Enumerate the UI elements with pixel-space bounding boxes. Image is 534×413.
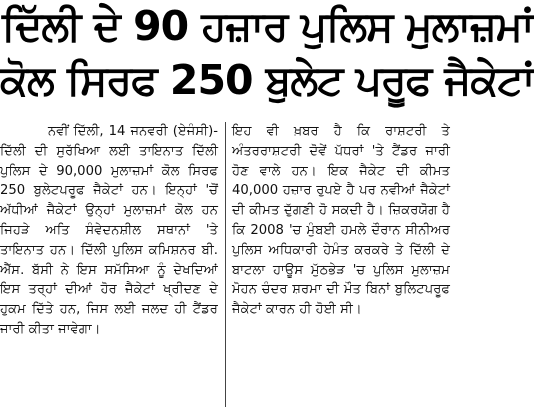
headline-line-1: ਦਿੱਲੀ ਦੇ 90 ਹਜ਼ਾਰ ਪੁਲਿਸ ਮੁਲਾਜ਼ਮਾਂ — [2, 2, 534, 50]
column-divider — [225, 122, 226, 407]
article-paragraph-left: ਨਵੀਂ ਦਿੱਲੀ, 14 ਜਨਵਰੀ (ਏਜੰਸੀ)-ਦਿੱਲੀ ਦੀ ਸੁਰੱਖਿਆ ਲਈ ਤਾਇਨਾਤ ਦਿੱਲੀ ਪੁਲਿਸ ਦੇ 90,000 ਮੁਲਾਜ਼ਮਾਂ ਕੋਲ ਸਿਰਫ 250 ਬੁਲੇਟਪਰੂਫ ਜੈਕੇਟਾਂ ਹਨ। ਇਨ੍ਹਾਂ 'ਚੋਂ ਅੱਧੀਆਂ ਜੈਕੇਟਾਂ ਉਨ੍ਹਾਂ ਮੁਲਾਜ਼ਮਾਂ ਕੋਲ ਹਨ ਜਿਹੜੇ ਅਤਿ ਸੰਵੇਦਨਸ਼ੀਲ ਸਥਾਨਾਂ 'ਤੇ ਤਾਇਨਾਤ ਹਨ। ਦਿੱਲੀ ਪੁਲਿਸ ਕਮਿਸ਼ਨਰ ਬੀ. ਐੱਸ. ਬੱਸੀ ਨੇ ਇਸ ਸਮੱਸਿਆ ਨੂੰ ਦੇਖਦਿਆਂ ਇਸ ਤਰ੍ਹਾਂ ਦੀਆਂ ਹੋਰ ਜੈਕੇਟਾਂ ਖ੍ਰੀਦਣ ਦੇ ਹੁਕਮ ਦਿੱਤੇ ਹਨ, ਜਿਸ ਲਈ ਜਲਦ ਹੀ ਟੈਂਡਰ ਜਾਰੀ ਕੀਤਾ ਜਾਵੇਗਾ। — [0, 124, 218, 337]
article-paragraph-right: ਇਹ ਵੀ ਖ਼ਬਰ ਹੈ ਕਿ ਰਾਸ਼ਟਰੀ ਤੇ ਅੰਤਰਰਾਸ਼ਟਰੀ ਦੋਵੇਂ ਪੱਧਰਾਂ 'ਤੇ ਟੈਂਡਰ ਜਾਰੀ ਹੋਣ ਵਾਲੇ ਹਨ। ਇਕ ਜੈਕੇਟ ਦੀ ਕੀਮਤ 40,000 ਹਜ਼ਾਰ ਰੁਪਏ ਹੈ ਪਰ ਨਵੀਆਂ ਜੈਕੇਟਾਂ ਦੀ ਕੀਮਤ ਦੁੱਗਣੀ ਹੋ ਸਕਦੀ ਹੈ। ਜ਼ਿਕਰਯੋਗ ਹੈ ਕਿ 2008 'ਚ ਮੁੰਬਈ ਹਮਲੇ ਦੌਰਾਨ ਸੀਨੀਅਰ ਪੁਲਿਸ ਅਧਿਕਾਰੀ ਹੇਮੰਤ ਕਰਕਰੇ ਤੇ ਦਿੱਲੀ ਦੇ ਬਾਟਲਾ ਹਾਊਸ ਮੁੱਠਭੇੜ 'ਚ ਪੁਲਿਸ ਮੁਲਾਜ਼ਮ ਮੋਹਨ ਚੰਦਰ ਸ਼ਰਮਾ ਦੀ ਮੌਤ ਬਿਨਾਂ ਬੁਲਿਟਪਰੂਫ ਜੈਕੇਟਾਂ ਕਾਰਨ ਹੀ ਹੋਈ ਸੀ। — [232, 124, 450, 318]
headline-line-2: ਕੋਲ ਸਿਰਫ 250 ਬੁਲੇਟ ਪਰੂਫ ਜੈਕੇਟਾਂ — [0, 56, 534, 104]
article-column-right — [232, 122, 450, 320]
article-column-left — [0, 122, 218, 340]
